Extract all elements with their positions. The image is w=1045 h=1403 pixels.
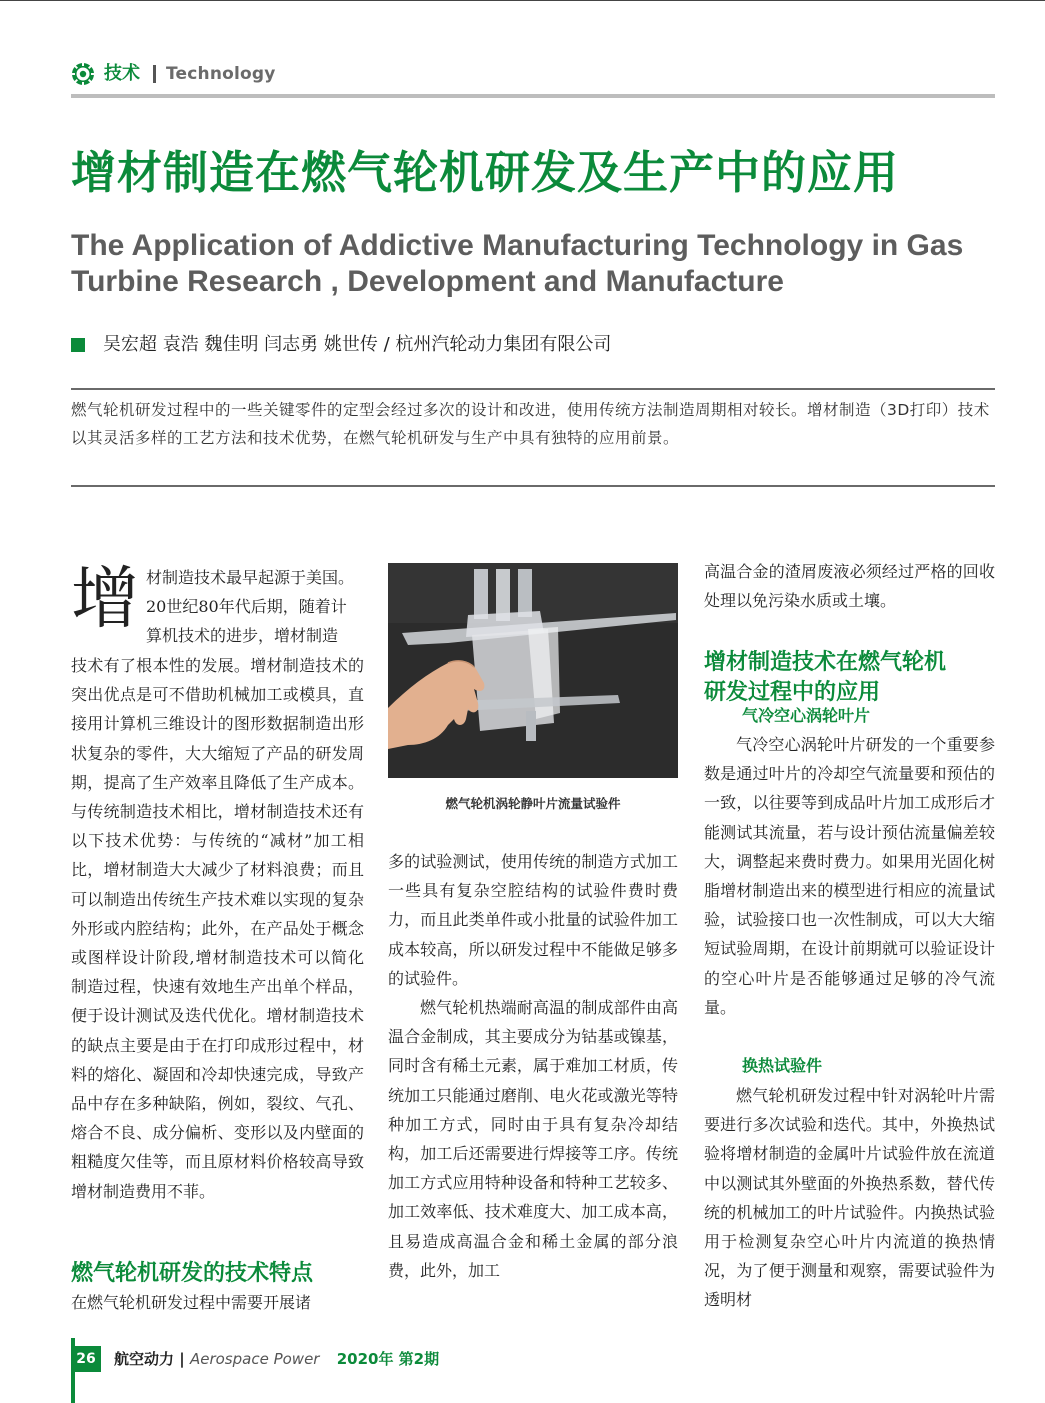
article-title-cn: 增材制造在燃气轮机研发及生产中的应用 [71,146,900,199]
col1-paragraph: 技术有了根本性的发展。增材制造技术的突出优点是可不借助机械加工或模具，直接用计算机三维设计的图形数据制造出形状复杂的零件，大大缩短了产品的研发周期，提高了生产效率且降低了生产成本。与传统制造技术相比，增材制造技术还有以下技术优势：与传统的“减材”加工相比，增材制造大大减少了材料浪费；而且可以制造出传统生产技术难以实现的复杂外形或内腔结构；此外，在产品处于概念或图样设计阶段,增材制造技术可以简化制造过程，快速有效地生产出单个样品，便于设计测试及迭代优化。增材制造技术的缺点主要是由于在打印成形过程中，材料的熔化、凝固和冷却快速完成，导致产品中存在多种缺陷，例如，裂纹、气孔、熔合不良、成分偏析、变形以及内壁面的粗糙度欠佳等，而且原材料价格较高导致增材制造费用不菲。 [71,656,364,1201]
abstract-rule-top [71,388,995,390]
author-line: 吴宏超 袁浩 魏佳明 闫志勇 姚世传 / 杭州汽轮动力集团有限公司 [103,334,612,355]
col3-paragraph: 高温合金的渣屑废液必须经过严格的回收处理以免污染水质或土壤。 [704,562,995,611]
header-rule [71,94,995,98]
col2-paragraph: 燃气轮机热端耐高温的制成部件由高温合金制成，其主要成分为钴基或镍基，同时含有稀土元素，属于难加工材质，传统加工只能通过磨削、电火花或激光等特种加工方式，同时由于具有复杂冷却结构，加工后还需要进行焊接等工序。传统加工方式应用特种设备和特种工艺较多、加工效率低、技术难度大、加工成本高，且易造成高温合金和稀土金属的部分浪费，此外，加工 [388,998,678,1280]
intro-line: 20世纪80年代后期，随着计 [146,597,347,617]
abstract: 燃气轮机研发过程中的一些关键零件的定型会经过多次的设计和改进，使用传统方法制造周期相对较长。增材制造（3D打印）技术以其灵活多样的工艺方法和技术优势，在燃气轮机研发与生产中具有独特的应用前景。 [71,401,990,447]
col2-body [388,847,678,1285]
col3-paragraph: 燃气轮机研发过程中针对涡轮叶片需要进行多次试验和迭代。其中，外换热试验将增材制造的金属叶片试验件放在流道中以测试其外壁面的外换热系数，替代传统的机械加工的叶片试验件。内换热试验用于检测复杂空心叶片内流道的换热情况，为了便于测量和观察，需要试验件为透明材 [704,1086,995,1310]
section-divider [153,65,156,83]
heading-tech-features: 燃气轮机研发的技术特点 [71,1261,314,1286]
col1-body [71,651,364,1206]
col2-paragraph: 多的试验测试，使用传统的制造方式加工一些具有复杂空腔结构的试验件费时费力，而且此类单件或小批量的试验件加工成本较高，所以研发过程中不能做足够多的试验件。 [388,852,678,988]
section-label-cn: 技术 [104,63,140,84]
figure-photo [388,563,678,778]
journal-info [114,1346,439,1372]
author-marker [71,338,85,352]
figure-caption: 燃气轮机涡轮静叶片流量试验件 [445,796,621,811]
journal-separator: | [179,1350,185,1368]
page-number: 26 [71,1346,101,1372]
intro-line: 材制造技术最早起源于美国。 [146,568,355,587]
journal-name-cn: 航空动力 [114,1350,175,1368]
journal-issue: 2020年 第2期 [336,1350,440,1368]
drop-cap: 增 [71,560,140,639]
heading-application-line: 研发过程中的应用 [704,680,881,705]
heading-application [704,648,946,708]
col3-top [704,557,995,615]
section-label-en: Technology [166,64,276,84]
col3-body-2 [704,1081,995,1315]
article-title-en: The Application of Addictive Manufacturing Technology in Gas Turbine Research , Development and Manufacture [71,229,964,298]
journal-name-en: Aerospace Power [189,1350,320,1368]
top-rule [0,0,1045,1]
intro-line: 算机技术的进步，增材制造 [146,626,339,646]
heading-application-line: 增材制造技术在燃气轮机 [704,650,947,675]
col3-body-1 [704,730,995,1022]
subheading-cooled-blade: 气冷空心涡轮叶片 [742,706,871,725]
col3-paragraph: 气冷空心涡轮叶片研发的一个重要参数是通过叶片的冷却空气流量要和预估的一致，以往要等到成品叶片加工成形后才能测试其流量，若与设计预估流量偏差较大，调整起来费时费力。如果用光固化树脂增材制造出来的模型进行相应的流量试验，试验接口也一次性制成，可以大大缩短试验周期，在设计前期就可以验证设计的空心叶片是否能够通过足够的冷气流量。 [704,735,995,1017]
col1-intro [146,563,364,651]
col1-tail-text: 在燃气轮机研发过程中需要开展诸 [71,1293,312,1312]
col1-tail [71,1288,364,1317]
abstract-rule-bottom [71,485,995,487]
section-logo-icon [71,62,95,86]
subheading-heat-exchange: 换热试验件 [742,1056,823,1075]
